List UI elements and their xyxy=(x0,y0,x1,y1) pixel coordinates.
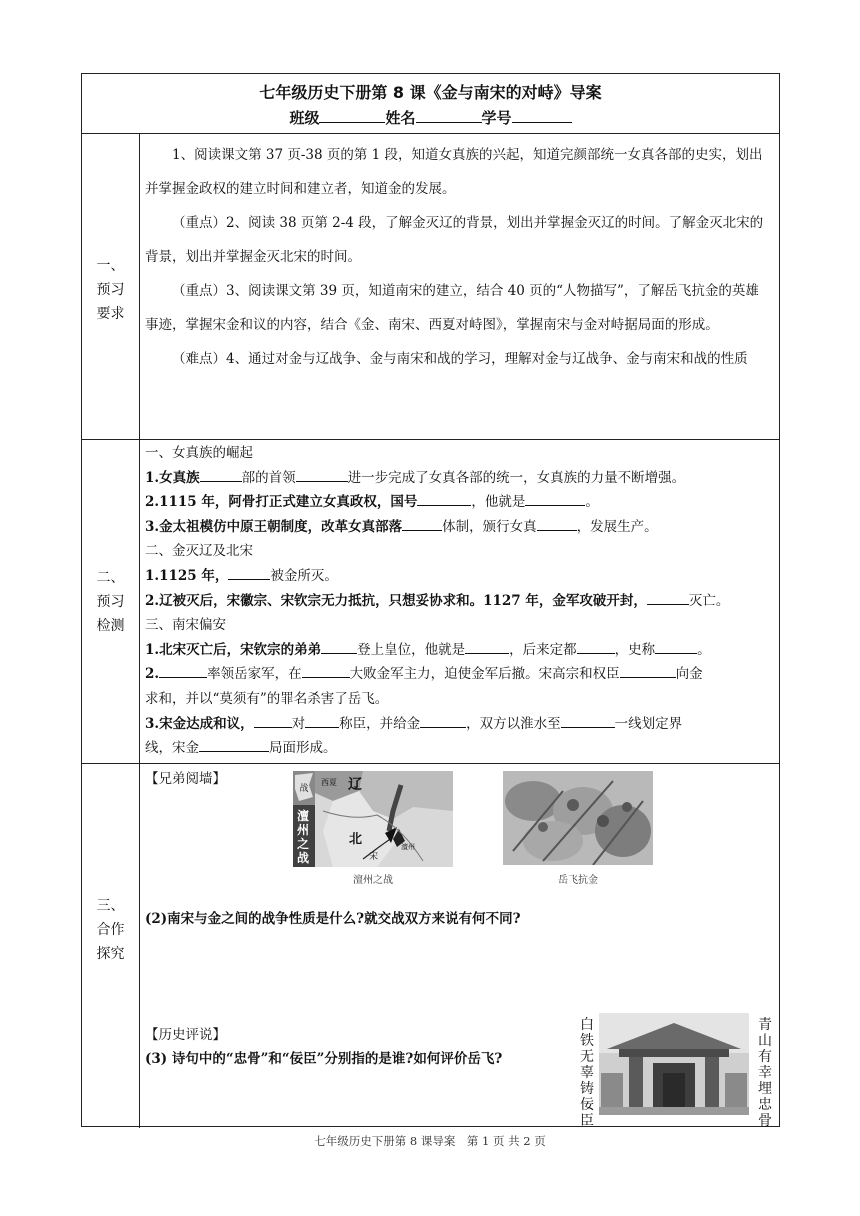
heading-2: 二、金灭辽及北宋 xyxy=(145,543,253,560)
yuefei-painting xyxy=(503,771,653,865)
class-blank[interactable] xyxy=(319,108,385,123)
section-label-preview-requirements: 一、 预习 要求 xyxy=(96,258,125,322)
question-2: 2.1115 年，阿骨打正式建立女真政权，国号 ，他就是 。 xyxy=(145,490,775,515)
column-divider xyxy=(139,133,140,1128)
answer-blank[interactable] xyxy=(302,663,350,678)
cooperation-explore xyxy=(145,767,775,1129)
answer-blank[interactable] xyxy=(537,516,577,531)
answer-blank[interactable] xyxy=(420,713,466,728)
worksheet-table xyxy=(81,73,780,1127)
painting-graphic xyxy=(503,771,653,865)
yuefei-temple-couplet xyxy=(577,1011,779,1129)
answer-blank[interactable] xyxy=(159,663,207,678)
question-3: 3.金太祖模仿中原王朝制度，改革女真部落 体制，颁行女真 ，发展生产。 xyxy=(145,515,775,540)
answer-blank[interactable] xyxy=(465,639,509,654)
map-label-song: 宋 xyxy=(369,852,379,862)
answer-blank[interactable] xyxy=(647,590,689,605)
history-review-heading: 【历史评说】 xyxy=(145,1027,226,1043)
answer-blank[interactable] xyxy=(561,713,615,728)
answer-blank[interactable] xyxy=(620,663,676,678)
map-graphic xyxy=(293,771,453,867)
question-8-cont: 线，宋金 局面形成。 xyxy=(145,736,775,761)
class-label: 班级 xyxy=(289,109,320,127)
question-4: 1.1125 年， 被金所灭。 xyxy=(145,564,775,589)
section-label-cooperation: 三、 合作 探究 xyxy=(96,898,125,962)
requirement-item: 1、阅读课文第 37 页-38 页的第 1 段，知道女真族的兴起，知道完颜部统一女真各部的史实，划出并掌握金政权的建立时间和建立者，知道金的发展。 xyxy=(145,147,763,197)
answer-blank[interactable] xyxy=(577,639,615,654)
name-label: 姓名 xyxy=(385,109,416,127)
map-label-north: 北 xyxy=(349,832,363,847)
map-badge: 战 xyxy=(299,784,309,794)
page-footer: 七年级历史下册第 8 课导案 第 1 页 共 2 页 xyxy=(314,1134,546,1148)
question-7-cont: 求和，并以“莫须有”的罪名杀害了岳飞。 xyxy=(145,690,389,707)
map-label-xixia: 西夏 xyxy=(321,778,337,787)
requirement-item: （重点）2、阅读 38 页第 2-4 段，了解金灭辽的背景，划出并掌握金灭辽的时间。了解金灭北宋的背景，划出并掌握金灭北宋的时间。 xyxy=(145,215,764,265)
question-1: 1.女真族 部的首领 进一步完成了女真各部的统一，女真族的力量不断增强。 xyxy=(145,466,775,491)
section-label-preview-check: 二、 预习 检测 xyxy=(96,570,125,634)
answer-blank[interactable] xyxy=(417,491,471,506)
requirement-item: （难点）4、通过对金与辽战争、金与南宋和战的学习，理解对金与辽战争、金与南宋和战的性质 xyxy=(172,351,748,367)
answer-blank[interactable] xyxy=(402,516,442,531)
couplet-left: 白铁无辜铸佞臣 xyxy=(580,1017,594,1129)
cooperation-question-3: (3) 诗句中的“忠骨”和“佞臣”分别指的是谁?如何评价岳飞? xyxy=(145,1051,503,1067)
cooperation-question-2: (2)南宋与金之间的战争性质是什么?就交战双方来说有何不同? xyxy=(145,911,521,927)
answer-blank[interactable] xyxy=(321,639,357,654)
map-caption: 澶州之战 xyxy=(353,875,393,886)
requirement-item: （重点）3、阅读课文第 39 页，知道南宋的建立，结合 40 页的“人物描写”，了解岳飞抗金的英雄事迹，掌握宋金和议的内容，结合《金、南宋、西夏对峙图》，掌握南宋与金对峙据局面的形成。 xyxy=(145,283,759,333)
answer-blank[interactable] xyxy=(254,713,292,728)
answer-blank[interactable] xyxy=(305,713,339,728)
row-divider xyxy=(82,439,779,440)
row-divider xyxy=(82,133,779,134)
question-5: 2.辽被灭后，宋徽宗、宋钦宗无力抵抗，只想妥协求和。1127 年，金军攻破开封， 灭亡。 xyxy=(145,589,775,614)
preview-requirements xyxy=(145,138,771,376)
painting-caption: 岳飞抗金 xyxy=(558,875,598,886)
answer-blank[interactable] xyxy=(199,737,269,752)
answer-blank[interactable] xyxy=(296,467,348,482)
map-label-liao: 辽 xyxy=(348,777,362,793)
chanzhou-battle-map xyxy=(293,771,453,867)
answer-blank[interactable] xyxy=(525,491,585,506)
temple-graphic xyxy=(599,1013,749,1115)
answer-blank[interactable] xyxy=(655,639,697,654)
question-6: 1.北宋灭亡后，宋钦宗的弟弟 登上皇位，他就是 ，后来定都 ，史称 。 xyxy=(145,638,775,663)
preview-check xyxy=(145,441,775,761)
couplet-right: 青山有幸埋忠骨 xyxy=(758,1017,772,1129)
map-side-label: 澶州之战 xyxy=(296,809,309,865)
name-blank[interactable] xyxy=(416,108,482,123)
reading-wall-heading: 【兄弟阅墙】 xyxy=(145,771,226,787)
page-title: 七年级历史下册第 8 课《金与南宋的对峙》导案 xyxy=(259,83,602,102)
map-label-city: 澶州 xyxy=(401,843,415,851)
question-8: 3.宋金达成和议， 对 称臣，并给金 ，双方以淮水至 一线划定界 xyxy=(145,712,775,737)
question-7: 2. 率领岳家军，在 大败金军主力，迫使金军后撤。宋高宗和权臣 向金 xyxy=(145,662,775,687)
heading-1: 一、女真族的崛起 xyxy=(145,445,253,461)
row-divider xyxy=(82,763,779,764)
id-label: 学号 xyxy=(481,109,512,127)
answer-blank[interactable] xyxy=(228,565,270,580)
heading-3: 三、南宋偏安 xyxy=(145,617,226,634)
answer-blank[interactable] xyxy=(200,467,242,482)
student-info-line xyxy=(82,107,779,128)
id-blank[interactable] xyxy=(512,108,572,123)
